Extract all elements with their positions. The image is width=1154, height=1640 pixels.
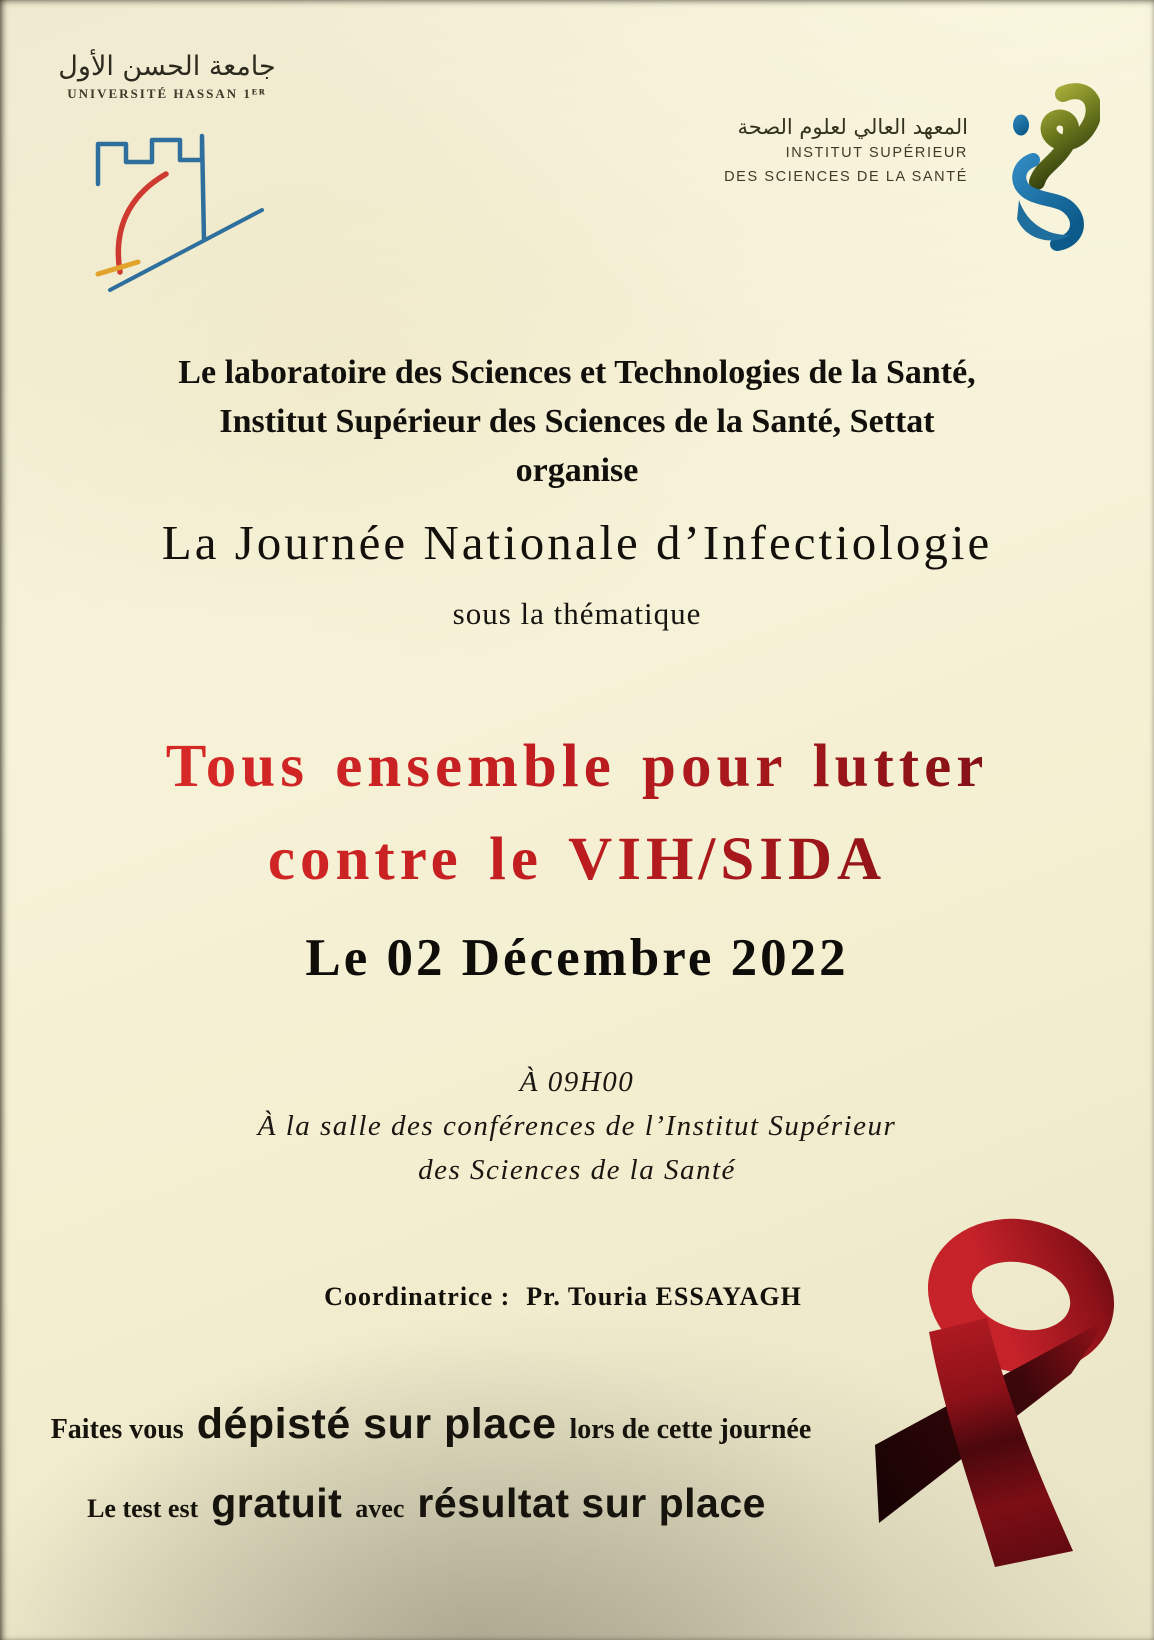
event-details xyxy=(0,1060,1154,1192)
screening-1-highlight: dépisté sur place xyxy=(196,1400,557,1448)
theme-line-1: Tous ensemble pour lutter xyxy=(0,720,1154,813)
screening-line-1 xyxy=(34,1400,828,1449)
screening-2-middle: avec xyxy=(355,1494,405,1523)
event-title: La Journée Nationale d’Infectiologie xyxy=(161,515,993,570)
organizer-text xyxy=(0,348,1154,495)
organizer-line-1: Le laboratoire des Sciences et Technologies de la Santé, xyxy=(178,354,976,391)
theme-line-2: contre le VIH/SIDA xyxy=(0,813,1154,906)
event-subtitle: sous la thématique xyxy=(452,596,702,631)
screening-2-highlight-2: résultat sur place xyxy=(417,1480,766,1526)
institute-name-arabic: المعهد العالي لعلوم الصحة xyxy=(737,115,968,139)
theme-headline xyxy=(0,720,1154,906)
institute-monogram-icon xyxy=(975,80,1100,252)
kasbah-tower-icon xyxy=(84,122,274,300)
event-time: À 09H00 xyxy=(519,1066,635,1098)
organizer-line-3: organise xyxy=(515,452,639,489)
screening-1-suffix: lors de cette journée xyxy=(569,1414,812,1445)
university-name-latin: UNIVERSITÉ HASSAN 1ᴱᴿ xyxy=(67,85,267,101)
coordinator-name: Pr. Touria ESSAYAGH xyxy=(526,1282,802,1311)
screening-2-prefix: Le test est xyxy=(87,1494,199,1523)
university-logo xyxy=(46,50,288,102)
screening-1-prefix: Faites vous xyxy=(50,1414,184,1445)
red-ribbon-icon xyxy=(845,1200,1137,1595)
coordinator-label: Coordinatrice : xyxy=(324,1282,511,1311)
organizer-line-2: Institut Supérieur des Sciences de la Santé, Settat xyxy=(219,403,935,440)
event-venue-1: À la salle des conférences de l’Institut Supérieur xyxy=(257,1110,897,1142)
screening-2-highlight-1: gratuit xyxy=(211,1480,343,1526)
screening-line-2 xyxy=(34,1480,828,1527)
event-venue-2: des Sciences de la Santé xyxy=(418,1154,736,1186)
event-date: Le 02 Décembre 2022 xyxy=(305,929,849,987)
institute-name-latin-2: DES SCIENCES DE LA SANTÉ xyxy=(724,169,968,186)
university-name-arabic: جامعة الحسن الأول xyxy=(58,51,276,82)
institute-logo xyxy=(724,114,968,189)
institute-name-latin-1: INSTITUT SUPÉRIEUR xyxy=(785,145,968,162)
